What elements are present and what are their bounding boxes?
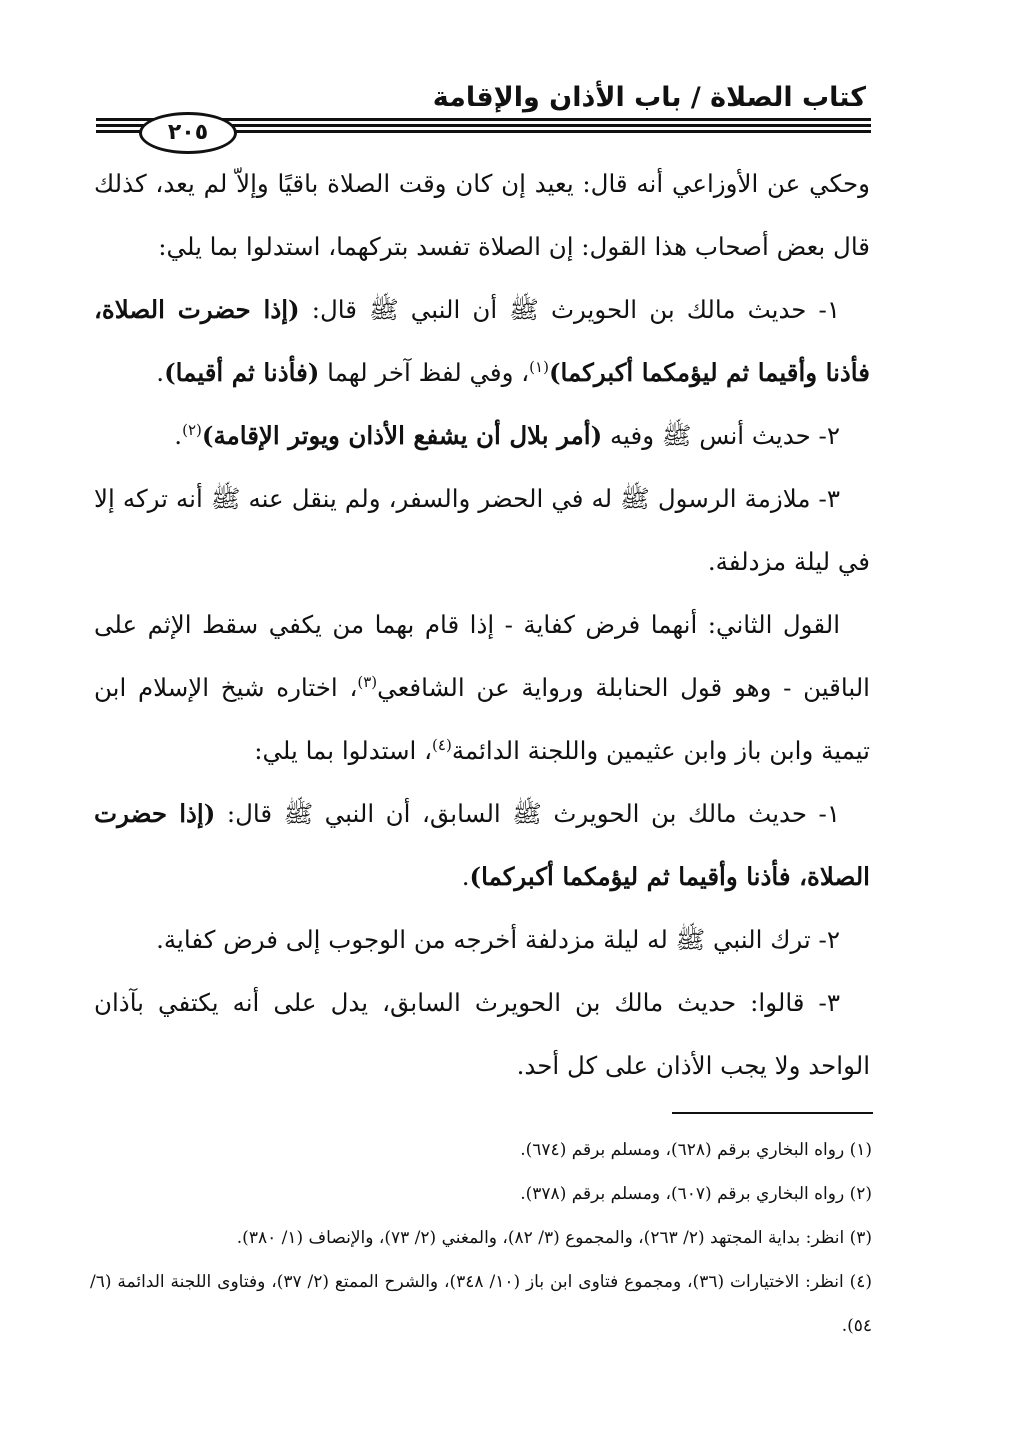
text-run: ٢- حديث أنس ﷺ وفيه	[602, 421, 840, 450]
footnote-ref-2[interactable]: (٢)	[182, 420, 202, 439]
text-run: القول الثاني: أنهما فرض كفاية - إذا قام بهما من يكفي سقط الإثم على الباقين - وهو قول الحنابلة ورواية عن الشافعي	[94, 610, 870, 702]
footnote-ref-3[interactable]: (٣)	[357, 672, 378, 691]
text-run: ، استدلوا بما يلي:	[254, 736, 433, 765]
text-run: ، اختاره شيخ الإسلام ابن تيمية وابن باز وابن عثيمين واللجنة الدائمة	[94, 673, 870, 765]
text-run: ، وفي لفظ آخر لهما	[319, 358, 530, 387]
main-text	[94, 152, 870, 1097]
paragraph-evidence-3: ٣- ملازمة الرسول ﷺ له في الحضر والسفر، ولم ينقل عنه ﷺ أنه تركه إلا في ليلة مزدلفة.	[94, 484, 870, 576]
text-run: ١- حديث مالك بن الحويرث ﷺ السابق، أن النبي ﷺ قال:	[215, 799, 840, 828]
running-header-title: كتاب الصلاة / باب الأذان والإقامة	[432, 82, 866, 113]
hadith-quote: (إذا حضرت الصلاة، فأذنا وأقيما ثم ليؤمكما أكبركما)	[94, 799, 870, 891]
footnote-4: (٤) انظر: الاختيارات (٣٦)، ومجموع فتاوى ابن باز (١٠/ ٣٤٨)، والشرح الممتع (٢/ ٣٧)، وفتاوى اللجنة الدائمة (٦/ ٥٤).	[90, 1272, 872, 1336]
text-run: .	[156, 358, 165, 387]
text-run: ١- حديث مالك بن الحويرث ﷺ أن النبي ﷺ قال:	[299, 295, 840, 324]
paragraph-evidence-b2: ٢- ترك النبي ﷺ له ليلة مزدلفة أخرجه من الوجوب إلى فرض كفاية.	[156, 925, 840, 954]
paragraph-intro: وحكي عن الأوزاعي أنه قال: يعيد إن كان وقت الصلاة باقيًا وإلاّ لم يعد، كذلك قال بعض أصحاب هذا القول: إن الصلاة تفسد بتركهما، استدلوا بما يلي:	[94, 169, 870, 261]
paragraph-evidence-2	[94, 404, 870, 467]
footnote-ref-1[interactable]: (١)	[529, 357, 549, 376]
footnote-separator	[672, 1112, 873, 1114]
paragraph-evidence-1	[94, 278, 870, 404]
footnote-2: (٢) رواه البخاري برقم (٦٠٧)، ومسلم برقم (٣٧٨).	[520, 1184, 872, 1204]
footnotes	[90, 1128, 872, 1348]
text-run: .	[174, 421, 183, 450]
paragraph-evidence-b3: ٣- قالوا: حديث مالك بن الحويرث السابق، يدل على أنه يكتفي بآذان الواحد ولا يجب الأذان على كل أحد.	[94, 988, 870, 1080]
hadith-quote: (فأذنا ثم أقيما)	[164, 358, 320, 387]
page-number: ٢٠٥	[139, 112, 237, 154]
footnote-1: (١) رواه البخاري برقم (٦٢٨)، ومسلم برقم (٦٧٤).	[520, 1140, 872, 1160]
paragraph-evidence-b1	[94, 782, 870, 908]
footnote-3: (٣) انظر: بداية المجتهد (٢/ ٢٦٣)، والمجموع (٣/ ٨٢)، والمغني (٢/ ٧٣)، والإنصاف (١/ ٣٨٠).	[236, 1228, 872, 1248]
footnote-ref-4[interactable]: (٤)	[432, 735, 452, 754]
hadith-quote: (أمر بلال أن يشفع الأذان ويوتر الإقامة)	[201, 421, 603, 450]
paragraph-second-opinion	[94, 593, 870, 782]
hadith-quote: (إذا حضرت الصلاة، فأذنا وأقيما ثم ليؤمكما أكبركما)	[94, 295, 870, 387]
text-run: .	[461, 862, 470, 891]
